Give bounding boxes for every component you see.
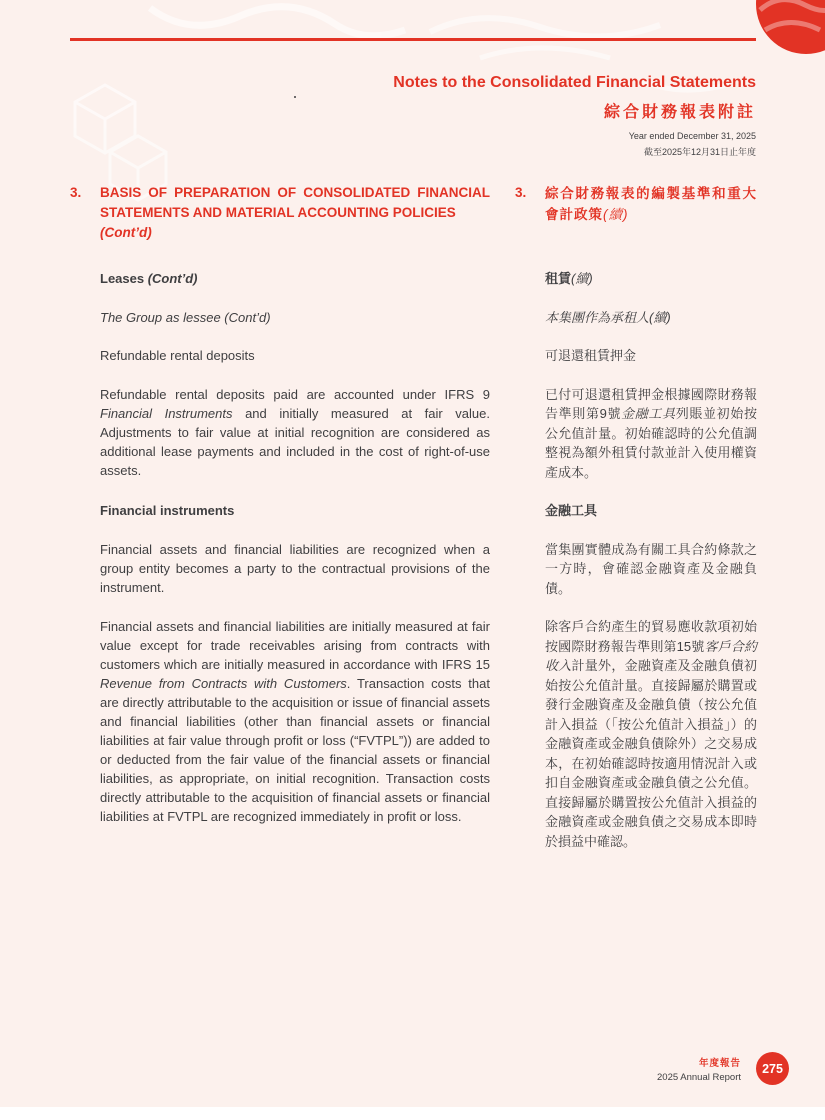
footer-report-zh: 年度報告 <box>698 1057 741 1069</box>
document-header <box>393 74 756 158</box>
content-area <box>70 183 757 870</box>
section-heading-row <box>70 183 757 243</box>
paragraph-text: 計量外，金融資產及金融負債初始按公允值計量。直接歸屬於購置或發行金融資產及金融負債（按公允值計入損益（「按公允值計入損益」）的金融資產或金融負債除外）之交易成本，在初始確認時按適用情況計入或扣自金融資產或金融負債之公允值。直接歸屬於購置按公允值計入損益的金融資產或金融負債之交易成本即時於損益中確認。 <box>545 658 757 849</box>
stray-mark <box>294 96 296 98</box>
fi-paragraph2-en <box>100 617 490 826</box>
page-number-badge <box>756 1052 789 1085</box>
noodle-swirl-icon <box>765 23 820 31</box>
noodle-swirl-icon <box>480 48 610 58</box>
header-title-zh: 綜合財務報表附註 <box>603 104 756 121</box>
financial-instruments-heading-row <box>70 501 757 521</box>
refundable-heading-en: Refundable rental deposits <box>100 348 255 363</box>
financial-instruments-heading-zh <box>545 501 757 521</box>
financial-instruments-paragraph1-row <box>70 540 757 599</box>
cube-icon <box>75 85 135 153</box>
noodle-swirl-icon <box>430 18 660 36</box>
paragraph-italic-text: Financial Instruments <box>100 405 233 421</box>
financial-instruments-heading-en <box>100 501 490 520</box>
corner-red-circle <box>756 0 825 54</box>
fi-paragraph1-zh: 當集團實體成為有關工具合約條款之一方時，會確認金融資產及金融負債。 <box>545 541 757 596</box>
leases-heading-zh-contd: (續) <box>571 271 593 286</box>
section-title-en-text: BASIS OF PREPARATION OF CONSOLIDATED FINANCIAL STATEMENTS AND MATERIAL ACCOUNTING POLICIES <box>100 185 490 220</box>
section-number-en: 3. <box>70 185 82 200</box>
lessee-subheading-en: The Group as lessee (Cont’d) <box>100 309 271 325</box>
fi-paragraph2-zh <box>545 617 757 851</box>
refundable-heading-row <box>70 346 757 366</box>
paragraph-italic-text: 金融工具 <box>621 406 676 421</box>
refundable-paragraph-en <box>100 385 490 480</box>
section-title-zh-contd: (續) <box>603 207 629 222</box>
leases-heading-zh <box>545 269 757 289</box>
top-rule <box>70 38 756 41</box>
footer-report-label <box>657 1055 741 1083</box>
leases-heading-en <box>100 269 490 288</box>
section-title-en <box>100 183 490 243</box>
fi-paragraph1-en: Financial assets and financial liabilities are recognized when a group entity becomes a party to the contractual provisions of the instrument. <box>100 541 490 595</box>
noodle-swirl-icon <box>760 0 825 11</box>
refundable-paragraph-zh <box>545 385 757 483</box>
financial-instruments-paragraph2-row <box>70 617 757 851</box>
header-period-en: Year ended December 31, 2025 <box>628 131 756 141</box>
paragraph-text: 列賬並初始按公允值計量。初始確認時的公允值調整視為額外租賃付款並計入使用權資產成本。 <box>545 406 757 480</box>
paragraph-italic-text: Revenue from Contracts with Customers <box>100 676 347 691</box>
leases-heading-zh-text: 租賃 <box>545 271 572 286</box>
lessee-subheading-row <box>70 308 757 328</box>
leases-heading-row <box>70 269 757 289</box>
bottom-edge-strip <box>0 1107 825 1120</box>
page-number: 275 <box>762 1061 783 1076</box>
leases-heading-en-contd: (Cont’d) <box>144 271 198 286</box>
refundable-heading-zh: 可退還租賃押金 <box>545 348 637 363</box>
lessee-subheading-zh: 本集團作為承租人(續) <box>545 309 671 325</box>
header-period-zh: 截至2025年12月31日止年度 <box>643 147 756 157</box>
refundable-paragraph-row <box>70 385 757 483</box>
section-title-zh <box>545 183 757 225</box>
heading-text: Financial instruments <box>100 503 235 518</box>
section-number-zh: 3. <box>515 185 527 200</box>
paragraph-text: . Transaction costs that are directly attributable to the acquisition or issue of financial assets and financial liabilities (other than financial assets or financial liabilities at fair value through profit or loss (“FVTPL”)) are added to or deducted from the fair value of the financial assets or financial liabilities, as appropriate, on initial recognition. Transaction costs directly attributable to the acquisition of financial assets or financial liabilities at FVTPL are recognized immediately in profit or loss. <box>100 676 490 824</box>
leases-heading-en-text: Leases <box>100 271 145 286</box>
paragraph-text: Refundable rental deposits paid are accounted under IFRS 9 <box>100 386 490 402</box>
page-footer <box>657 1052 789 1085</box>
paragraph-italic-text: 客戶合約收入 <box>545 638 757 673</box>
paragraph-text: and initially measured at fair value. Adjustments to fair value at initial recognition are considered as additional lease payments and included in the cost of right-of-use assets. <box>100 405 490 478</box>
section-title-en-contd: (Cont’d) <box>100 225 152 240</box>
paragraph-text: 已付可退還租賃押金根據國際財務報告準則第9號 <box>545 386 757 421</box>
footer-report-en: 2025 Annual Report <box>657 1071 741 1083</box>
paragraph-text: 除客戶合約產生的貿易應收款項初始按國際財務報告準則第15號 <box>545 619 757 654</box>
header-title-en: Notes to the Consolidated Financial Statements <box>393 74 756 91</box>
noodle-swirl-icon <box>150 7 405 36</box>
section-title-zh-text: 綜合財務報表的編製基準和重大會計政策 <box>545 186 757 222</box>
paragraph-text: Financial assets and financial liabilities are initially measured at fair value except for trade receivables arising from contracts with customers which are initially measured in accordance with IFRS 15 <box>100 619 490 672</box>
heading-text: 金融工具 <box>545 503 598 518</box>
